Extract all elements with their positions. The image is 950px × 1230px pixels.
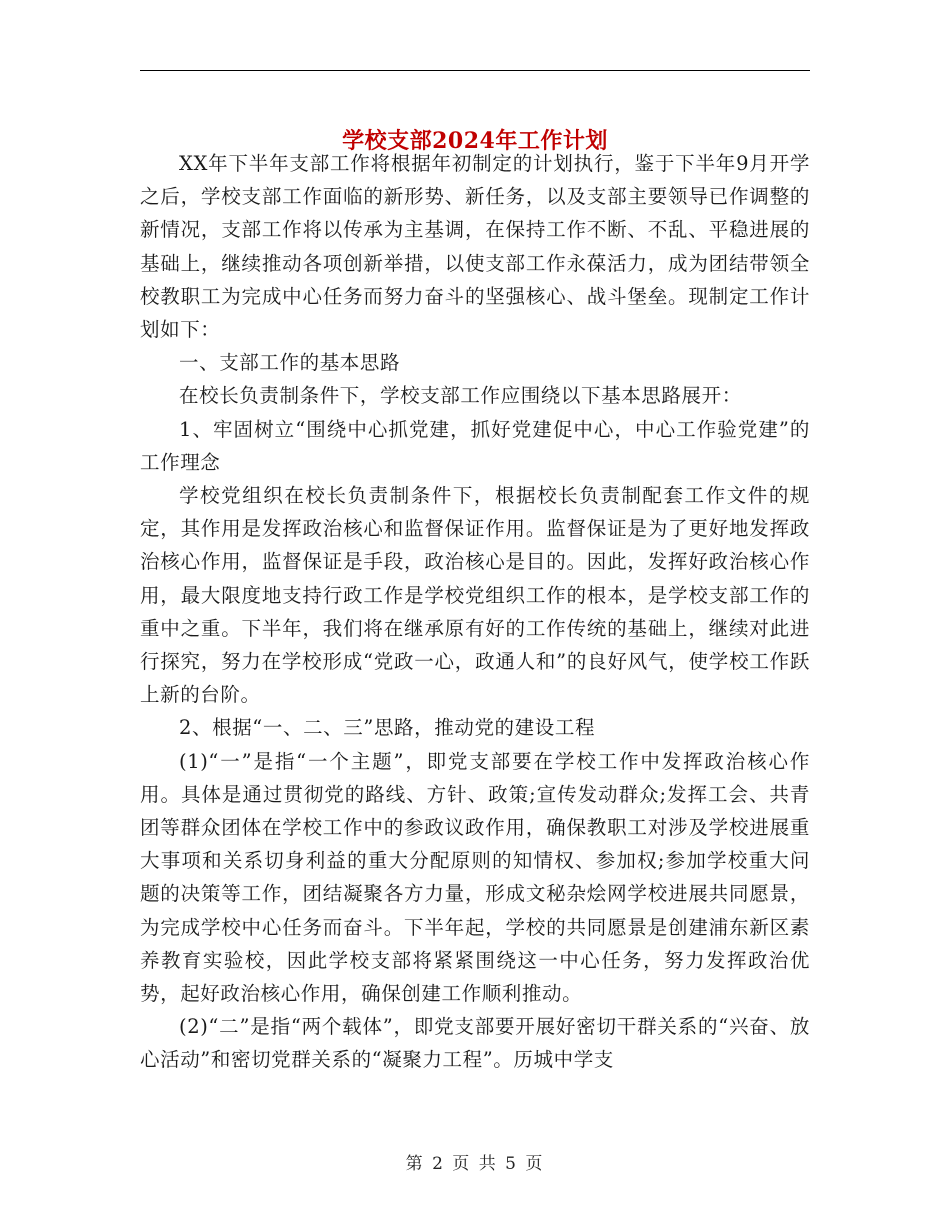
subheading-1: 1、牢固树立“围绕中心抓党建，抓好党建促中心，中心工作验党建”的工作理念 <box>140 417 810 474</box>
header-rule <box>140 70 810 71</box>
paragraph-section-1-lead: 在校长负责制条件下，学校支部工作应围绕以下基本思路展开： <box>179 384 742 408</box>
subheading-2: 2、根据“一、二、三”思路，推动党的建设工程 <box>179 716 596 740</box>
document-title: 学校支部2024年工作计划 <box>342 127 608 154</box>
paragraph-intro: XX年下半年支部工作将根据年初制定的计划执行，鉴于下半年9月开学之后，学校支部工作面临的新形势、新任务，以及支部主要领导已作调整的新情况，支部工作将以传承为主基调，在保持工作不断、不乱、平稳进展的基础上，继续推动各项创新举措，以使支部工作永葆活力，成为团结带领全校教职工为完成中心任务而努力奋斗的坚强核心、战斗堡垒。现制定工作计划如下： <box>140 152 810 342</box>
paragraph-subheading-1-body: 学校党组织在校长负责制条件下，根据校长负责制配套工作文件的规定，其作用是发挥政治核心和监督保证作用。监督保证是为了更好地发挥政治核心作用，监督保证是手段，政治核心是目的。因此，发挥好政治核心作用，最大限度地支持行政工作是学校党组织工作的根本，是学校支部工作的重中之重。下半年，我们将在继承原有好的工作传统的基础上，继续对此进行探究，努力在学校形成“党政一心，政通人和”的良好风气，使学校工作跃上新的台阶。 <box>140 484 810 707</box>
paragraph-item-2: (2)“二”是指“两个载体”，即党支部要开展好密切干群关系的“兴奋、放心活动”和密切党群关系的“凝聚力工程”。历城中学支 <box>140 1015 810 1072</box>
document-body <box>140 147 810 1077</box>
page-number: 第 2 页 共 5 页 <box>405 1154 545 1174</box>
paragraph-item-1: (1)“一”是指“一个主题”，即党支部要在学校工作中发挥政治核心作用。具体是通过贯彻党的路线、方针、政策;宣传发动群众;发挥工会、共青团等群众团体在学校工作中的参政议政作用，确保教职工对涉及学校进展重大事项和关系切身利益的重大分配原则的知情权、参加权;参加学校重大问题的决策等工作，团结凝聚各方力量，形成文秘杂烩网学校进展共同愿景，为完成学校中心任务而奋斗。下半年起，学校的共同愿景是创建浦东新区素养教育实验校，因此学校支部将紧紧围绕这一中心任务，努力发挥政治优势，起好政治核心作用，确保创建工作顺利推动。 <box>140 749 810 1006</box>
section-heading-1: 一、支部工作的基本思路 <box>179 351 401 375</box>
